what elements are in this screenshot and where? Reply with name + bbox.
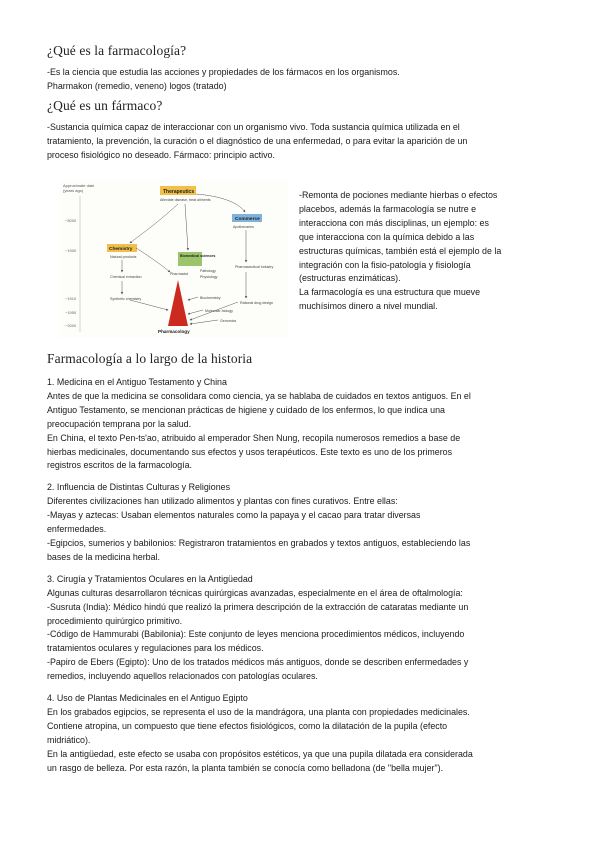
biochemistry-label: Biochemistry xyxy=(200,296,221,300)
text-line: La farmacología es una estructura que mueve xyxy=(299,287,481,298)
heading-what-is-pharmacology: ¿Qué es la farmacología? xyxy=(47,43,187,58)
text-line: remedios, incluyendo aquellos relacionados con patologías oculares. xyxy=(47,671,318,682)
paragraph-drug-definition xyxy=(47,121,467,163)
text-line: integración con la fisio-patología y fisiología xyxy=(299,259,471,270)
text-line: un rasgo de belleza. Por esta razón, la planta también se conocía como belladona (de "bella mujer"). xyxy=(47,762,444,773)
date-label: ~2000 xyxy=(65,323,77,328)
text-line: registros escritos de la farmacología. xyxy=(47,460,193,471)
text-line: muchísimos dinero a nivel mundial. xyxy=(299,301,438,312)
commerce-label: Commerce xyxy=(235,217,260,222)
section-title: 3. Cirugía y Tratamientos Oculares en la Antigüedad xyxy=(47,573,253,584)
text-line: -Remonta de pociones mediante hierbas o efectos xyxy=(299,190,498,200)
pharmacology-triangle xyxy=(168,280,188,326)
date-label: ~1910 xyxy=(65,296,77,301)
section-egypt-plants xyxy=(47,692,473,775)
pharmacology-label: Pharmacology xyxy=(158,329,190,334)
axis-title: Approximate date xyxy=(63,183,95,188)
therapeutics-sub: Alleviate disease, treat ailments xyxy=(160,198,211,202)
text-line: midriático). xyxy=(47,734,91,745)
commerce-sub: Apothecaries xyxy=(233,225,254,229)
text-line: placebos, además la farmacología se nutre e xyxy=(299,203,477,214)
text-line: Contiene atropina, un compuesto que tiene efectos fisiológicos, como la dilatación de la pupila (efecto xyxy=(47,720,448,731)
chemistry-label: Chemistry xyxy=(109,247,133,252)
axis-unit: (years ago) xyxy=(63,188,84,193)
biomed-label: Biomedical sciences xyxy=(180,254,216,258)
heading-history: Farmacología a lo largo de la historia xyxy=(47,351,253,366)
text-line: -Sustancia química capaz de interaccionar con un organismo vivo. Toda sustancia química utilizada en el xyxy=(47,122,460,132)
text-line: (estructuras enzimáticas). xyxy=(299,273,401,284)
text-line: procedimiento quirúrgico primitivo. xyxy=(47,615,183,626)
text-line: tratamiento, la prevención, la curación o el diagnóstico de una enfermedad, o para evitar la aparición de un xyxy=(47,135,468,146)
history-sections xyxy=(47,376,473,775)
text-line: Antiguo Testamento, se mencionan prácticas de higiene y cuidado de los enfermos, lo que indica una xyxy=(47,404,445,415)
pharmacist-label: Pharmacist xyxy=(170,272,188,276)
section-old-testament-china xyxy=(47,376,473,473)
text-line: Algunas culturas desarrollaron técnicas quirúrgicas avanzadas, especialmente en el área de oftalmología: xyxy=(47,587,463,598)
text-line: tratamientos oculares y regulaciones para los médicos. xyxy=(47,643,264,654)
text-line: proceso fisiológico no deseado. Fármaco: principio activo. xyxy=(47,149,275,160)
text-line: -Es la ciencia que estudia las acciones y propiedades de los fármacos en los organismos. xyxy=(47,67,400,77)
text-line: estructuras químicas, también está el ejemplo de la xyxy=(299,245,502,256)
text-line: -Mayas y aztecas: Usaban elementos naturales como la papaya y el cacao para tratar diversas xyxy=(47,510,421,521)
text-line: preocupación temprana por la salud. xyxy=(47,418,192,429)
text-line: Diferentes civilizaciones han utilizado alimentos y plantas con fines curativos. Entre ellas: xyxy=(47,496,398,507)
physiology-label: Physiology xyxy=(200,275,218,279)
pharmaceutical-label: Pharmaceutical industry xyxy=(235,265,274,269)
date-label: ~1900 xyxy=(65,248,77,253)
text-line: enfermedades. xyxy=(47,524,107,535)
chemical-extraction-label: Chemical extraction xyxy=(110,275,142,279)
genomics-label: Genomics xyxy=(220,319,237,323)
text-line: En China, el texto Pen-ts'ao, atribuido al emperador Shen Nung, recopila numerosos remedios a base de xyxy=(47,432,461,443)
therapeutics-label: Therapeutics xyxy=(163,189,195,195)
section-title: 2. Influencia de Distintas Culturas y Religiones xyxy=(47,482,231,493)
heading-what-is-drug: ¿Qué es un fármaco? xyxy=(47,98,163,113)
text-line: En los grabados egipcios, se representa el uso de la mandrágora, una planta con propiedades medicinales. xyxy=(47,706,470,717)
side-paragraph xyxy=(299,189,501,314)
section-cultures-religions xyxy=(47,481,473,564)
text-line: interacciona con más disciplinas, un ejemplo: es xyxy=(299,217,489,228)
date-label: ~1950 xyxy=(65,310,77,315)
pathology-label: Pathology xyxy=(200,269,216,273)
section-surgery-ocular xyxy=(47,573,473,684)
text-line: -Egipcios, sumerios y babilonios: Registraron tratamientos en grabados y textos antiguos, estableciendo las xyxy=(47,537,471,548)
chemistry-sub: Natural products xyxy=(110,255,137,259)
text-line: -Papiro de Ebers (Egipto): Uno de los tratados médicos más antiguos, donde se describen enfermedades y xyxy=(47,657,469,668)
section-title: 1. Medicina en el Antiguo Testamento y China xyxy=(47,377,227,387)
section-title: 4. Uso de Plantas Medicinales en el Antiguo Egipto xyxy=(47,693,248,704)
text-line: Pharmakon (remedio, veneno) logos (tratado) xyxy=(47,80,227,91)
molecular-biology-label: Molecular biology xyxy=(205,309,233,313)
synthetic-chemistry-label: Synthetic chemistry xyxy=(110,297,142,301)
pharmacology-history-diagram xyxy=(60,180,288,338)
text-line: Antes de que la medicina se consolidara como ciencia, ya se hablaba de cuidados en textos antiguos. En el xyxy=(47,390,471,401)
text-line: hierbas medicinales, documentando sus efectos y usos terapéuticos. Este texto es uno de los primeros xyxy=(47,446,453,457)
paragraph-definition xyxy=(47,66,400,94)
text-line: En la antigüedad, este efecto se usaba con propósitos estéticos, ya que una pupila dilatada era considerada xyxy=(47,748,473,759)
text-line: bases de la medicina herbal. xyxy=(47,551,160,562)
date-label: ~5000 xyxy=(65,218,77,223)
drug-design-label: Rational drug design xyxy=(240,301,273,305)
text-line: -Código de Hammurabi (Babilonia): Este conjunto de leyes menciona procedimientos médicos, incluyendo xyxy=(47,629,465,640)
text-line: -Susruta (India): Médico hindú que realizó la primera descripción de la extracción de cataratas mediante un xyxy=(47,601,469,612)
text-line: que interacciona con la química debido a las xyxy=(299,231,475,242)
